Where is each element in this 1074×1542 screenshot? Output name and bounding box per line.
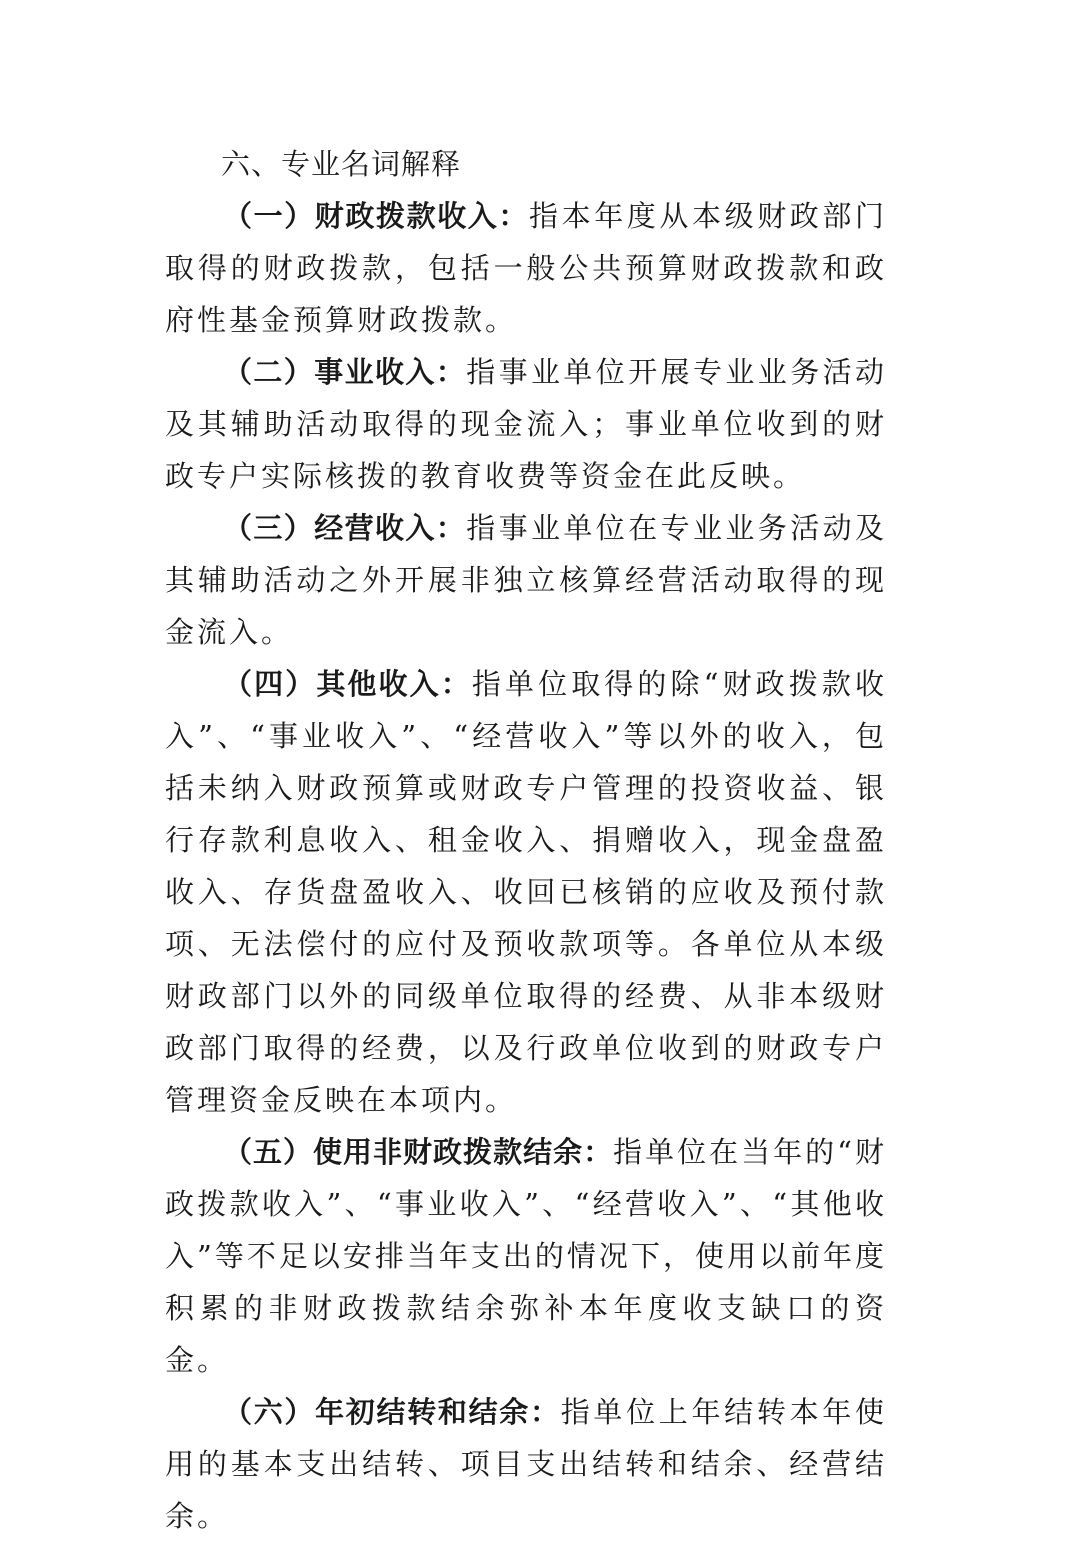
definition-other-income: [165, 658, 887, 1126]
definition-term: （三）经营收入：: [223, 511, 467, 545]
section-heading: 六、专业名词解释: [221, 147, 462, 181]
definition-non-fiscal-balance-use: [165, 1126, 887, 1386]
definition-opening-carryover-balance: [165, 1386, 887, 1542]
definition-term: （二）事业收入：: [223, 355, 467, 389]
definition-text: 指单位上年结转本年使用的基本支出结转、项目支出结转和结余、经营结余。: [165, 1395, 887, 1533]
definition-term: （五）使用非财政拨款结余：: [223, 1135, 614, 1169]
definition-term: （四）其他收入：: [223, 667, 472, 701]
definition-fiscal-appropriation-income: [165, 190, 887, 346]
definition-text: 指事业单位在专业业务活动及其辅助活动之外开展非独立核算经营活动取得的现金流入。: [165, 511, 887, 649]
definition-text: 指单位取得的除“财政拨款收入”、“事业收入”、“经营收入”等以外的收入，包括未纳入财政预算或财政专户管理的投资收益、银行存款利息收入、租金收入、捐赠收入，现金盘盈收入、存货盘盈收入、收回已核销的应收及预付款项、无法偿付的应付及预收款项等。各单位从本级财政部门以外的同级单位取得的经费、从非本级财政部门取得的经费，以及行政单位收到的财政专户管理资金反映在本项内。: [165, 667, 887, 1117]
definition-term: （六）年初结转和结余：: [223, 1395, 561, 1429]
definition-text: 指本年度从本级财政部门取得的财政拨款，包括一般公共预算财政拨款和政府性基金预算财政拨款。: [165, 199, 887, 337]
definition-operating-income: [165, 502, 887, 658]
definition-text: 指单位在当年的“财政拨款收入”、“事业收入”、“经营收入”、“其他收入”等不足以安排当年支出的情况下，使用以前年度积累的非财政拨款结余弥补本年度收支缺口的资金。: [165, 1135, 887, 1377]
definition-institutional-income: [165, 346, 887, 502]
definition-term: （一）财政拨款收入：: [223, 199, 529, 233]
definition-text: 指事业单位开展专业业务活动及其辅助活动取得的现金流入；事业单位收到的财政专户实际核拨的教育收费等资金在此反映。: [165, 355, 887, 493]
document-page: [165, 138, 887, 1542]
